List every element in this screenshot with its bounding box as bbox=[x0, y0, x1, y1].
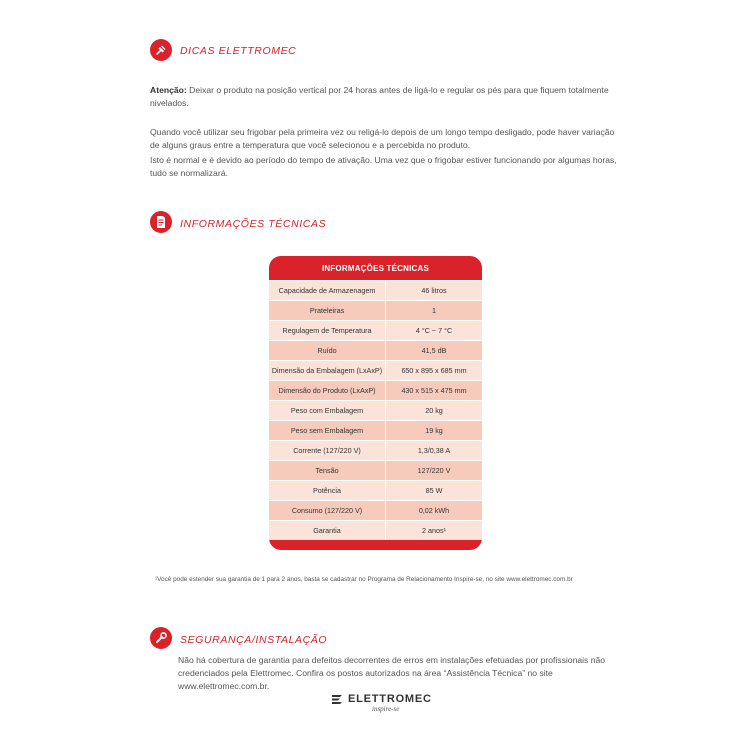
table-row bbox=[269, 480, 482, 500]
document-icon bbox=[150, 211, 172, 233]
spec-value: 4 °C ~ 7 °C bbox=[415, 326, 453, 335]
ativacao-paragraph-2: Isto é normal e é devido ao período do tempo de ativação. Uma vez que o frigobar estiver funcionando por algumas horas, tudo se normalizará. bbox=[150, 155, 617, 178]
spec-value: 1 bbox=[432, 306, 436, 315]
spec-label: Regulagem de Temperatura bbox=[269, 321, 386, 340]
spec-label: Dimensão do Produto (LxAxP) bbox=[269, 381, 386, 400]
table-row bbox=[269, 440, 482, 460]
spec-label: Dimensão da Embalagem (LxAxP) bbox=[269, 361, 386, 380]
spec-label: Prateleiras bbox=[269, 301, 386, 320]
spec-label: Peso sem Embalagem bbox=[269, 421, 386, 440]
spec-value: 85 W bbox=[425, 486, 443, 495]
table-row bbox=[269, 360, 482, 380]
table-row bbox=[269, 320, 482, 340]
dicas-title: DICAS ELETTROMEC bbox=[180, 45, 297, 57]
table-row bbox=[269, 280, 482, 300]
elettromec-logo bbox=[330, 692, 432, 706]
garantia-footnote: ¹Você pode estender sua garantia de 1 para 2 anos, basta se cadastrar no Programa de Relacionamento Inspire-se, no site www.elettromec.com.br bbox=[155, 576, 573, 583]
table-row bbox=[269, 500, 482, 520]
atencao-label: Atenção: bbox=[150, 85, 187, 95]
spec-label: Potência bbox=[269, 481, 386, 500]
elettromec-logo-mark-icon bbox=[330, 692, 344, 706]
table-row bbox=[269, 340, 482, 360]
spec-value: 650 x 895 x 685 mm bbox=[401, 366, 467, 375]
spec-label: Corrente (127/220 V) bbox=[269, 441, 386, 460]
spec-label: Garantia bbox=[269, 521, 386, 540]
spec-label: Consumo (127/220 V) bbox=[269, 501, 386, 520]
specs-table-header: INFORMAÇÕES TÉCNICAS bbox=[321, 263, 430, 273]
wrench-icon bbox=[150, 627, 172, 649]
table-row bbox=[269, 420, 482, 440]
spec-value: 19 kg bbox=[425, 426, 443, 435]
spec-label: Peso com Embalagem bbox=[269, 401, 386, 420]
seguranca-paragraph: Não há cobertura de garantia para defeitos decorrentes de erros em instalações efetuadas por profissionais não credenciados pela Elettromec. Confira os postos autorizados na área “Assistência Técnica” no site www.elettromec.com.br. bbox=[178, 655, 606, 691]
table-row bbox=[269, 460, 482, 480]
table-row bbox=[269, 400, 482, 420]
specs-table bbox=[269, 256, 482, 550]
pin-icon bbox=[150, 39, 172, 61]
ativacao-paragraph-1: Quando você utilizar seu frigobar pela primeira vez ou religá-lo depois de um longo tempo desligado, pode haver variação de alguns graus entre a temperatura que você selecionou e a percebida no produto. bbox=[150, 127, 615, 150]
spec-label: Ruído bbox=[269, 341, 386, 360]
spec-label: Capacidade de Armazenagem bbox=[269, 281, 386, 300]
logo-name: ELETTROMEC bbox=[348, 693, 432, 705]
specs-table-rows bbox=[269, 280, 482, 540]
info-title: INFORMAÇÕES TÉCNICAS bbox=[180, 218, 327, 230]
spec-label: Tensão bbox=[269, 461, 386, 480]
atencao-paragraph bbox=[150, 84, 620, 110]
spec-value: 1,3/0,38 A bbox=[417, 446, 451, 455]
spec-value: 127/220 V bbox=[417, 466, 451, 475]
spec-value: 430 x 515 x 475 mm bbox=[401, 386, 467, 395]
table-row bbox=[269, 520, 482, 540]
spec-value: 46 litros bbox=[421, 286, 447, 295]
spec-value: 0,02 kWh bbox=[418, 506, 450, 515]
spec-value: 41,5 dB bbox=[421, 346, 447, 355]
table-row bbox=[269, 380, 482, 400]
spec-value: 20 kg bbox=[425, 406, 443, 415]
spec-value: 2 anos¹ bbox=[422, 526, 446, 535]
atencao-text: Deixar o produto na posição vertical por 24 horas antes de ligá-lo e regular os pés para que fiquem totalmente nivelados. bbox=[150, 85, 609, 108]
table-row bbox=[269, 300, 482, 320]
logo-tagline: inspire-se bbox=[372, 705, 400, 713]
seguranca-title: SEGURANÇA/INSTALAÇÃO bbox=[180, 634, 328, 646]
